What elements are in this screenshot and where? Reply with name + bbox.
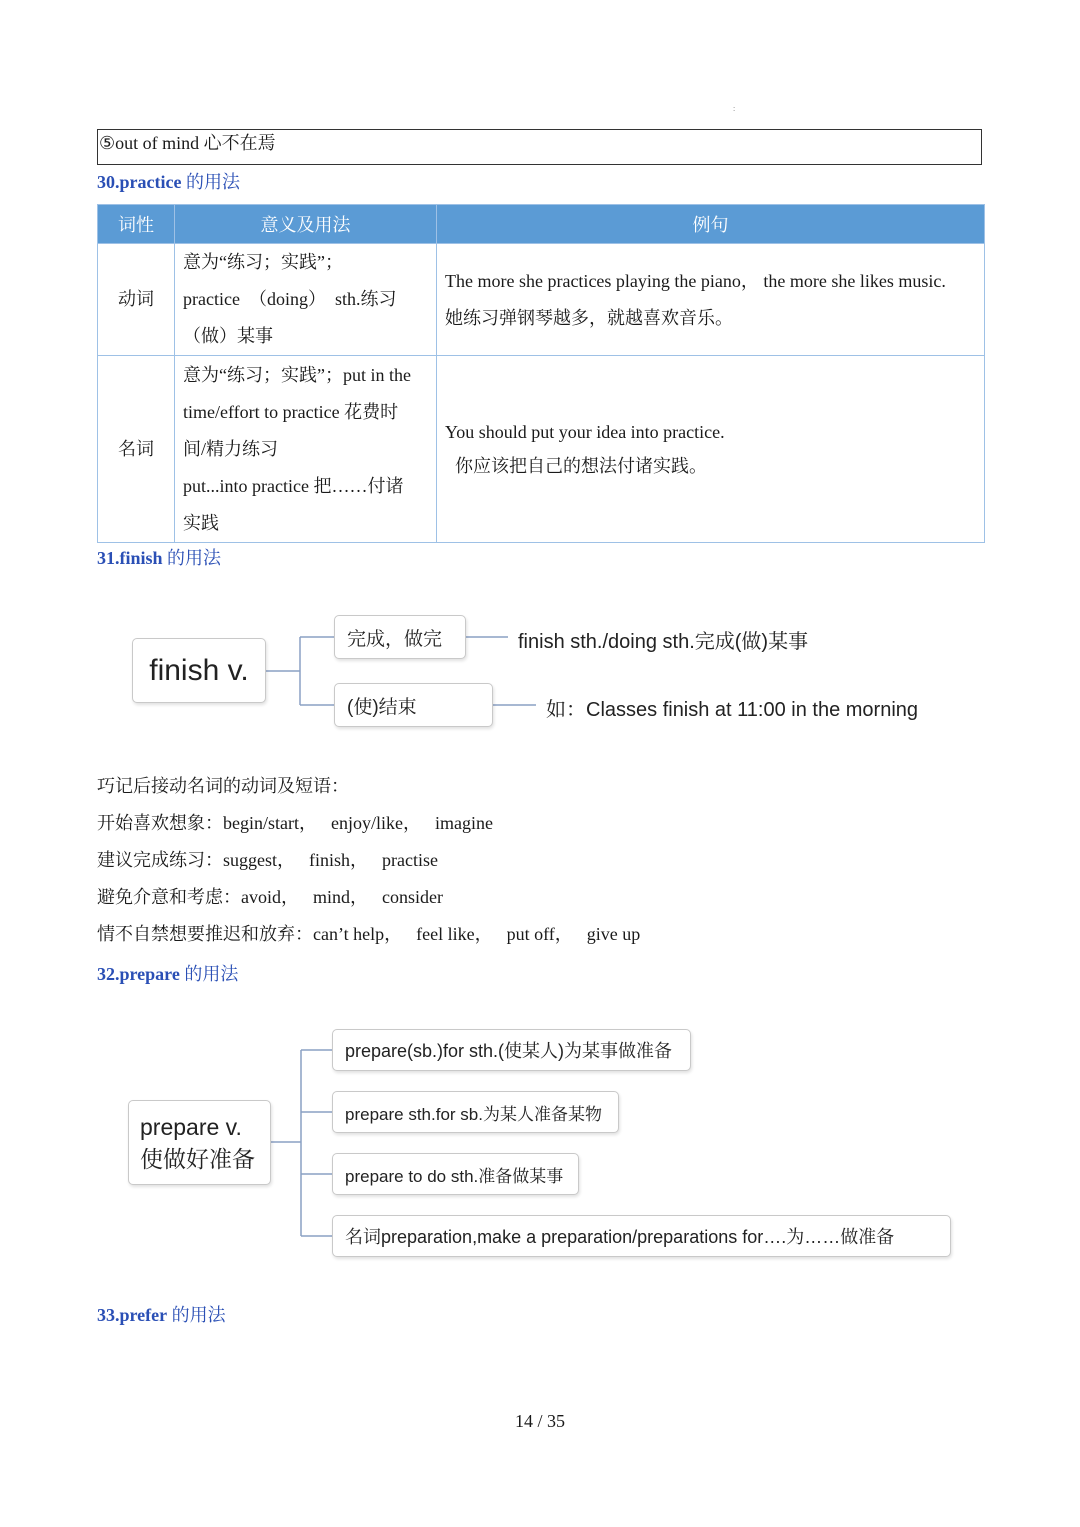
prepare-branch: prepare sth.for sb.为某人准备某物 <box>332 1091 619 1133</box>
heading-practice: 30.practice 的用法 <box>97 172 240 192</box>
gerund-line: 建议完成练习：suggest， finish， practise <box>97 850 438 870</box>
header-meaning: 意义及用法 <box>175 205 437 244</box>
heading-prepare: 32.prepare 的用法 <box>97 964 239 984</box>
finish-root-node: finish v. <box>132 638 266 703</box>
prepare-branch: prepare(sb.)for sth.(使某人)为某事做准备 <box>332 1029 691 1071</box>
finish-branch-end: (使)结束 <box>334 683 493 727</box>
example-cell: The more she practices playing the piano， the more she likes music. 她练习弹钢琴越多，就越喜欢音乐。 <box>437 244 985 356</box>
finish-branch-complete: 完成，做完 <box>334 615 466 659</box>
meaning-cell: 意为“练习；实践”； practice （doing） sth.练习 （做）某事 <box>175 244 437 356</box>
finish-branch-complete-detail: finish sth./doing sth.完成(做)某事 <box>518 631 809 653</box>
prepare-branch: 名词preparation,make a preparation/preparations for….为……做准备 <box>332 1215 951 1257</box>
gerund-line: 情不自禁想要推迟和放弃：can’t help， feel like， put off， give up <box>97 924 641 944</box>
heading-finish: 31.finish 的用法 <box>97 548 222 568</box>
idiom-box: ⑤out of mind 心不在焉 <box>97 129 982 165</box>
pos-cell: 动词 <box>98 244 175 356</box>
gerund-line: 避免介意和考虑：avoid， mind， consider <box>97 887 443 907</box>
gerund-intro: 巧记后接动名词的动词及短语： <box>97 776 349 796</box>
header-example: 例句 <box>437 205 985 244</box>
prepare-branch: prepare to do sth.准备做某事 <box>332 1153 579 1195</box>
page-number: 14 / 35 <box>514 1411 565 1431</box>
heading-prefer: 33.prefer 的用法 <box>97 1305 226 1325</box>
prepare-root-node: prepare v. 使做好准备 <box>128 1100 271 1185</box>
example-cell: You should put your idea into practice. 你应该把自己的想法付诸实践。 <box>437 356 985 543</box>
finish-branch-end-detail: 如：Classes finish at 11:00 in the morning <box>546 699 919 721</box>
header-pos: 词性 <box>98 205 175 244</box>
page-mark: : <box>733 104 736 113</box>
pos-cell: 名词 <box>98 356 175 543</box>
gerund-line: 开始喜欢想象：begin/start， enjoy/like， imagine <box>97 813 493 833</box>
meaning-cell: 意为“练习；实践”；put in the time/effort to practice 花费时 间/精力练习 put...into practice 把……付诸 实践 <box>175 356 437 543</box>
